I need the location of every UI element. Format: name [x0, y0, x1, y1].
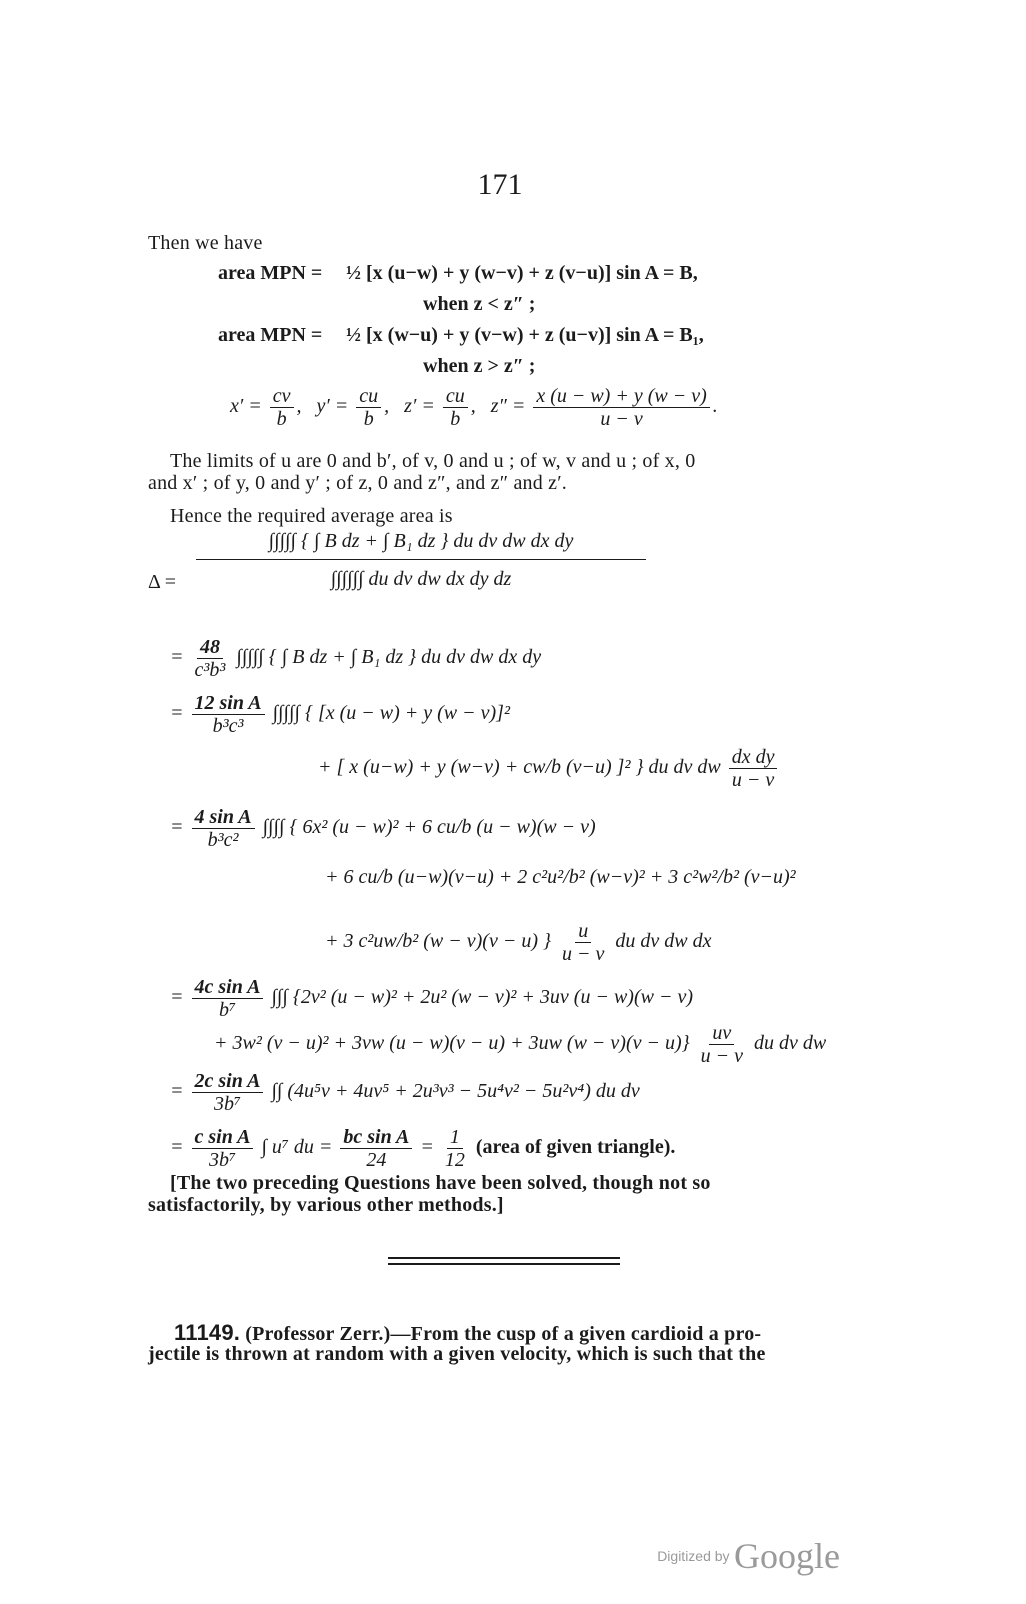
coefficient-12sinA — [192, 692, 265, 737]
coefficient-csinA — [192, 1126, 254, 1171]
coefficient-48 — [192, 636, 229, 681]
area-mpn-label-1: area MPN = — [218, 262, 323, 284]
coef-num: 12 sin A — [192, 692, 265, 715]
z-double-prime-den: u − v — [600, 408, 643, 430]
coef-den: b³c³ — [212, 715, 244, 737]
area-mpn-label-2: area MPN = — [218, 324, 323, 346]
note-line-2: satisfactorily, by various other methods.] — [148, 1194, 504, 1216]
y-prime-label: y′ = — [316, 395, 349, 418]
y-prime-num: cu — [356, 385, 381, 408]
hence-text: Hence the required average area is — [170, 505, 453, 527]
frac-num: uv — [709, 1022, 734, 1045]
coef-den: c³b³ — [194, 659, 226, 681]
equation-line-4 — [318, 746, 780, 791]
u-fraction — [559, 920, 607, 965]
limit-definitions: x′ = $\frac{cv}{b}$ , y′ = $\frac{cu}{b}$ , z′ = $\frac{cu}{b}$ , z″ = $\frac{x (u - w) + y (w - v)}{u - v}$ . — [230, 385, 718, 430]
coef-num: 4c sin A — [192, 976, 264, 999]
coef-num: 2c sin A — [192, 1070, 264, 1093]
frac-den: u − v — [700, 1045, 744, 1067]
y-prime-fraction — [356, 385, 381, 430]
equation-line-9 — [214, 1022, 826, 1067]
z-double-prime-num: x (u − w) + y (w − v) — [533, 385, 709, 408]
z-prime-den: b — [450, 408, 461, 430]
z-double-prime-label: z″ = — [490, 395, 526, 418]
intro-text: Then we have — [148, 232, 263, 254]
line-10-body: ∫∫ (4u⁵v + 4uv⁵ + 2u³v³ − 5u⁴v² − 5u²v⁴) du dv — [271, 1080, 640, 1103]
z-prime-num: cu — [443, 385, 468, 408]
equation-line-7 — [325, 920, 711, 965]
limits-line-1: The limits of u are 0 and b′, of v, 0 and u ; of w, v and u ; of x, 0 — [170, 450, 696, 472]
line-7-body: + 3 c²uw/b² (w − v)(v − u) } — [325, 930, 551, 953]
google-logo: Google — [734, 1536, 840, 1576]
area-mpn-formula-2: ½ [x (w−u) + y (v−w) + z (u−v)] sin A = B₁, — [346, 324, 704, 346]
line-9-body: + 3w² (v − u)² + 3vw (u − w)(v − u) + 3uw (w − v)(v − u)} — [214, 1032, 690, 1055]
equation-line-8: = $\frac{\text{4c sin A}}{\text{b⁷}}$ ∫∫∫ {2v² (u − w)² + 2u² (w − v)² + 3uv (u − w)(w − v) — [170, 976, 693, 1021]
digitized-by-text: Digitized by — [657, 1548, 730, 1564]
z-prime-fraction — [443, 385, 468, 430]
coef-num: 48 — [197, 636, 223, 659]
question-line-2: jectile is thrown at random with a given velocity, which is such that the — [148, 1343, 766, 1365]
line-7-tail: du dv dw dx — [615, 930, 712, 953]
frac-num: 1 — [447, 1126, 463, 1149]
bcsinA-fraction — [340, 1126, 412, 1171]
line-4-body: + [ x (u−w) + y (w−v) + cw/b (v−u) ]² } du dv dw — [318, 756, 721, 779]
line-3-body: ∫∫∫∫∫ { [x (u − w) + y (w − v)]² — [272, 702, 510, 725]
equation-line-2: = $\frac{48}{\text{c³b³}}$ ∫∫∫∫∫ { ∫ B dz + ∫ B₁ dz } du dv dw dx dy — [170, 636, 542, 681]
x-prime-label: x′ = — [230, 395, 262, 418]
equation-line-11: = $\frac{\text{c sin A}}{\text{3b⁷}}$ ∫ u⁷ du = $\frac{\text{bc sin A}}{24}$ = $\frac{1}{12}$ (area of given triangle). — [170, 1126, 676, 1171]
frac-num: u — [575, 920, 591, 943]
equals-sign: = — [420, 1136, 434, 1159]
line-2-body: ∫∫∫∫∫ { ∫ B dz + ∫ B₁ dz } du dv dw dx dy — [236, 646, 542, 669]
frac-den: u − v — [731, 769, 775, 791]
delta-numerator: ∫∫∫∫∫ { ∫ B dz + ∫ B₁ dz } du dv dw dx dy — [196, 530, 646, 560]
delta-symbol: Δ = — [148, 571, 177, 593]
question-text-1: (Professor Zerr.)—From the cusp of a given cardioid a pro- — [245, 1323, 762, 1345]
line-8-body: ∫∫∫ {2v² (u − w)² + 2u² (w − v)² + 3uv (u − w)(w − v) — [271, 986, 693, 1009]
z-prime-label: z′ = — [404, 395, 435, 418]
question-number: 11149. — [174, 1320, 241, 1345]
coef-den: 3b⁷ — [208, 1149, 236, 1171]
equation-line-3: = $\frac{\text{12 sin A}}{\text{b³c³}}$ ∫∫∫∫∫ { [x (u − w) + y (w − v)]² — [170, 692, 510, 737]
coef-num: 4 sin A — [192, 806, 255, 829]
limits-line-2: and x′ ; of y, 0 and y′ ; of z, 0 and z″, and z″ and z′. — [148, 472, 568, 494]
coef-den: b³c² — [207, 829, 239, 851]
divider-rule-bottom — [388, 1263, 620, 1265]
line-11-tail: (area of given triangle). — [475, 1136, 676, 1159]
equation-line-10: = $\frac{\text{2c sin A}}{\text{3b⁷}}$ ∫∫ (4u⁵v + 4uv⁵ + 2u³v³ − 5u⁴v² − 5u²v⁴) du dv — [170, 1070, 640, 1115]
x-prime-den: b — [276, 408, 287, 430]
page-number: 171 — [477, 168, 523, 201]
coefficient-2csinA — [192, 1070, 264, 1115]
one-twelfth-fraction — [442, 1126, 468, 1171]
equation-line-5: = $\frac{\text{4 sin A}}{\text{b³c²}}$ ∫∫∫∫ { 6x² (u − w)² + 6 cu/b (u − w)(w − v) — [170, 806, 596, 851]
uv-fraction — [698, 1022, 746, 1067]
coef-num: c sin A — [192, 1126, 254, 1149]
area-mpn-formula-1: ½ [x (u−w) + y (w−v) + z (v−u)] sin A = B, — [346, 262, 698, 284]
delta-label — [148, 538, 177, 593]
frac-den: u − v — [562, 943, 605, 965]
x-prime-fraction — [270, 385, 294, 430]
coefficient-4sinA — [192, 806, 255, 851]
line-5-body: ∫∫∫∫ { 6x² (u − w)² + 6 cu/b (u − w)(w − v) — [262, 816, 596, 839]
digitized-by-watermark — [657, 1535, 840, 1577]
divider-rule-top — [388, 1257, 620, 1259]
delta-denominator: ∫∫∫∫∫∫ du dv dw dx dy dz — [330, 568, 512, 590]
frac-den: 24 — [366, 1149, 387, 1171]
equation-line-6: + 6 cu/b (u−w)(v−u) + 2 c²u²/b² (w−v)² + 3 c²w²/b² (v−u)² — [325, 866, 796, 888]
delta-fraction — [196, 530, 646, 591]
condition-1: when z < z″ ; — [423, 293, 536, 315]
frac-den: 12 — [444, 1149, 465, 1171]
dxdy-fraction — [729, 746, 778, 791]
x-prime-num: cv — [270, 385, 294, 408]
note-line-1: [The two preceding Questions have been solved, though not so — [170, 1172, 711, 1194]
y-prime-den: b — [363, 408, 374, 430]
frac-num: dx dy — [729, 746, 778, 769]
line-11-body: ∫ u⁷ du = — [261, 1136, 333, 1159]
condition-2: when z > z″ ; — [423, 355, 536, 377]
coef-den: 3b⁷ — [213, 1093, 241, 1115]
z-double-prime-fraction — [533, 385, 709, 430]
frac-num: bc sin A — [340, 1126, 412, 1149]
coef-den: b⁷ — [218, 999, 236, 1021]
coefficient-4csinA — [192, 976, 264, 1021]
line-9-tail: du dv dw — [754, 1032, 827, 1055]
